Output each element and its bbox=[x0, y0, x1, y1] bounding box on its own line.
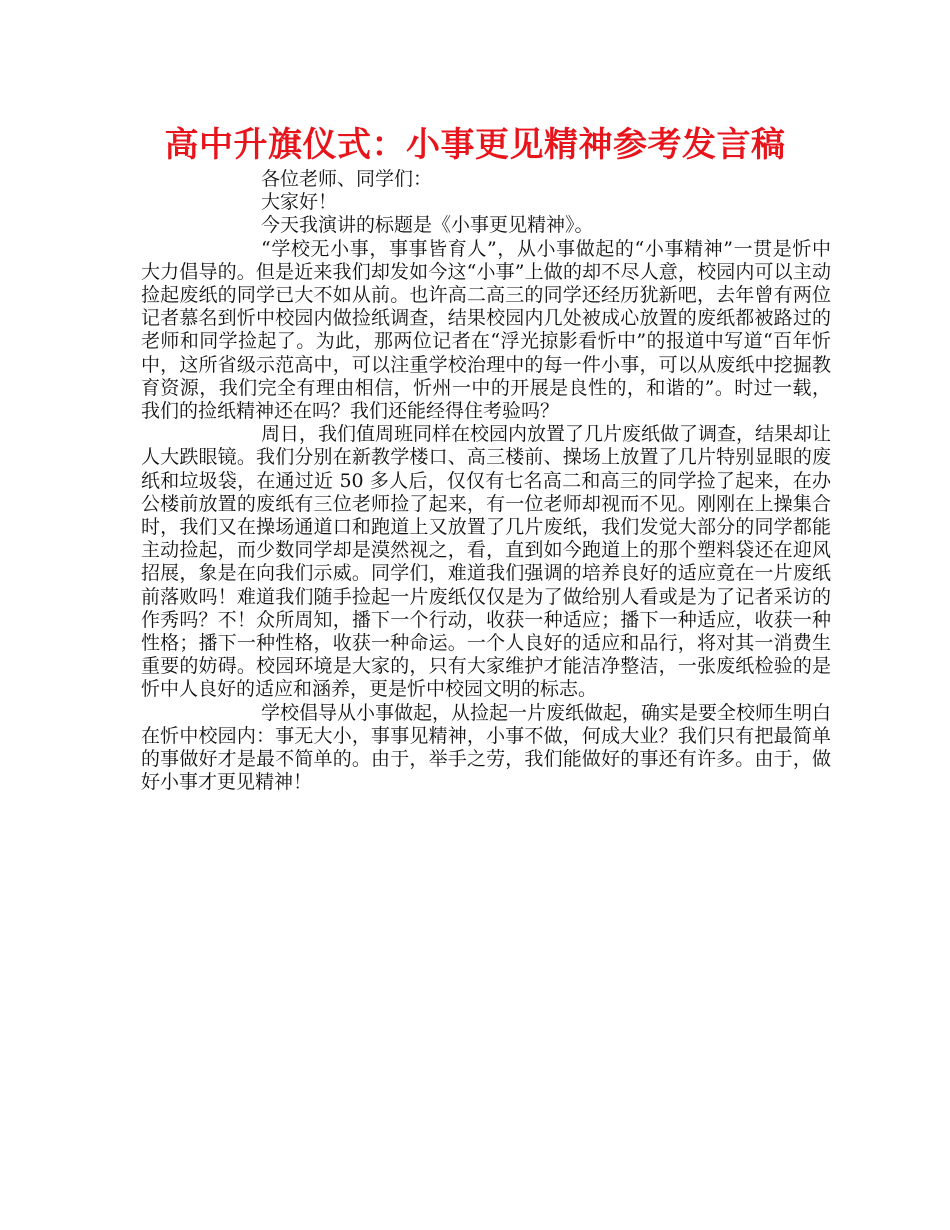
greeting-teachers-students: 各位老师、同学们： bbox=[261, 168, 433, 190]
speech-intro: 今天我演讲的标题是《小事更见精神》。 bbox=[261, 214, 594, 237]
paragraph-1: “学校无小事，事事皆育人”，从小事做起的“小事精神”一贯是忻中大力倡导的。但是近来我们却发如今这“小事”上做的却不尽人意，校园内可以主动捡起废纸的同学已大不如从前。也许高二高三的同学还经历犹新吧，去年曾有两位记者慕名到忻中校园内做捡纸调查，结果校园内几处被成心放置的废纸都被路过的老师和同学捡起了。为此，那两位记者在“浮光掠影看忻中”的报道中写道“百年忻中，这所省级示范高中，可以注重学校治理中的每一件小事，可以从废纸中挖掘教育资源，我们完全有理由相信，忻州一中的开展是良性的，和谐的”。时过一载，我们的捡纸精神还在吗？我们还能经得住考验吗？ bbox=[141, 237, 831, 423]
document-title: 高中升旗仪式：小事更见精神参考发言稿 bbox=[164, 125, 786, 165]
paragraph-2: 周日，我们值周班同样在校园内放置了几片废纸做了调查，结果却让人大跌眼镜。我们分别在新教学楼口、高三楼前、操场上放置了几片特别显眼的废纸和垃圾袋，在通过近 50 多人后，仅仅有七名高二和高三的同学捡了起来，在办公楼前放置的废纸有三位老师捡了起来，有一位老师却视而不见。刚刚在上操集合时，我们又在操场通道口和跑道上又放置了几片废纸，我们发觉大部分的同学都能主动捡起，而少数同学却是漠然视之，看，直到如今跑道上的那个塑料袋还在迎风招展，象是在向我们示威。同学们，难道我们强调的培养良好的适应竟在一片废纸前落败吗！难道我们随手捡起一片废纸仅仅是为了做给别人看或是为了记者采访的作秀吗？不！众所周知，播下一个行动，收获一种适应；播下一种适应，收获一种性格；播下一种性格，收获一种命运。一个人良好的适应和品行，将对其一消费生重要的妨碍。校园环境是大家的，只有大家维护才能洁净整洁，一张废纸检验的是忻中人良好的适应和涵养，更是忻中校园文明的标志。 bbox=[141, 423, 832, 701]
paragraph-3: 学校倡导从小事做起，从捡起一片废纸做起，确实是要全校师生明白在忻中校园内：事无大小，事事见精神，小事不做，何成大业？我们只有把最简单的事做好才是最不简单的。由于，举手之劳，我们能做好的事还有许多。由于，做好小事才更见精神！ bbox=[141, 701, 832, 794]
document-body bbox=[141, 168, 831, 794]
greeting-everyone: 大家好！ bbox=[261, 191, 338, 214]
